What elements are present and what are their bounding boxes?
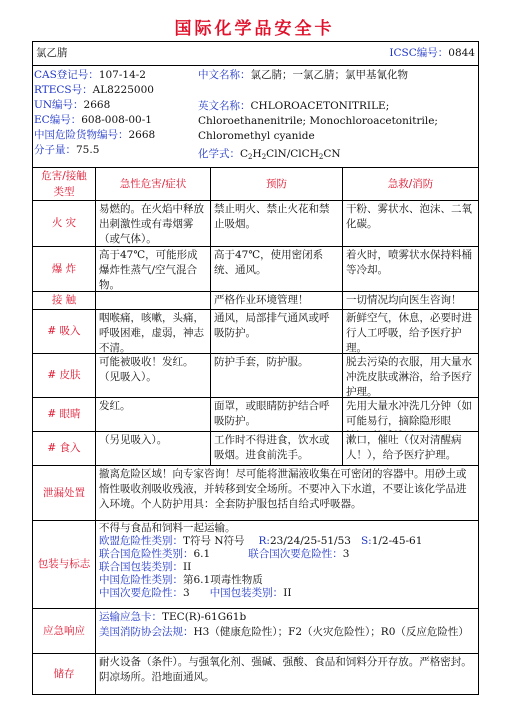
eyes-prevention: 面罩，或眼睛防护结合呼吸防护。 [214,400,330,427]
header-prevention: 预防 [266,178,287,190]
cn-pack-label: 中国包装类别： [209,587,284,599]
row-label-exposure: 接 触 [51,294,77,306]
row-label-fire: 火 灾 [51,217,77,229]
cn-danger-label: 中国危险货物编号： [34,129,129,141]
ingestion-prevention: 工作时不得进食，饮水或吸烟。进食前洗手。 [214,434,330,461]
explosion-hazard: 高于47℃，可能形成爆炸性蒸气/空气混合物。 [99,249,198,291]
divider [33,65,478,66]
eu-label: 欧盟危险性类别： [99,535,183,547]
cn-name-label: 中文名称： [198,69,251,81]
nfpa-label: 美国消防协会法规： [99,626,194,638]
inhalation-prevention: 通风，局部排气通风或呼吸防护。 [214,312,330,339]
skin-prevention: 防护手套，防护服。 [214,356,309,368]
explosion-prevention: 高于47℃，使用密闭系统、通风。 [214,249,324,276]
icsc-label: ICSC编号： [389,47,449,59]
ingestion-aid: 漱口，催吐（仅对清醒病人！），给予医疗护理。 [346,434,462,461]
card-title: 国际化学品安全卡 [174,19,335,39]
transport-card [99,610,475,625]
eyes-hazard: 发红。 [99,400,131,412]
fire-hazard: 易燃的。在火焰中释放出刺激性或有毒烟雾（或气体）。 [99,203,204,245]
cn-secondary [99,587,475,600]
formula-part: ClN/ClCH [266,148,319,160]
un-pack-label: 联合国包装类别： [99,561,183,573]
en-name-label: 英文名称： [198,100,251,112]
un-packing [99,561,475,574]
un-classification [99,548,475,561]
cas-value: 107-14-2 [98,69,146,81]
card-label: 运输应急卡： [99,611,162,623]
header-first-aid: 急救/消防 [387,178,434,190]
skin-aid: 脱去污染的衣服，用大量水冲洗皮肤或淋浴，给予医疗护理。 [346,356,472,397]
s-value: 1/2-45-61 [371,535,423,547]
molecular-weight [34,143,194,158]
row-label-explosion: 爆 炸 [51,262,77,275]
nfpa-code [99,625,475,640]
packaging-text [96,521,478,608]
formula-sub: 2 [318,153,324,161]
row-label-ingestion: # 食入 [47,442,81,454]
ec-value: 608-008-00-1 [81,114,152,126]
cas-number [34,68,194,83]
row-label-skin: # 皮肤 [47,369,81,381]
exposure-prevention: 严格作业环境管理！ [214,294,309,306]
cn-class-label: 中国危险性类别： [99,574,183,586]
un-pack-value: II [183,561,192,573]
icsc-number [315,46,475,61]
chemical-formula [198,147,478,162]
formula-part: H [252,148,262,160]
emergency-text [96,609,478,653]
un-sub-value: 3 [342,548,350,560]
inhalation-hazard: 咽喉痛，咳嗽，头痛，呼吸困难，虚弱，神志不清。 [99,312,204,353]
un-class-label: 联合国危险性类别： [99,548,194,560]
fire-prevention: 禁止明火、禁止火花和禁止吸烟。 [214,203,330,230]
cn-sub-value: 3 [183,587,190,599]
nfpa-value: H3（健康危险性）；F2（火灾危险性）；R0（反应危险性） [193,626,469,638]
un-label: UN编号： [34,99,84,111]
un-value: 2668 [83,99,111,111]
formula-sub: 2 [248,153,253,161]
en-name [198,99,478,144]
cas-label: CAS登记号： [34,69,99,81]
formula-label: 化学式： [198,148,240,160]
eu-classification [99,535,475,548]
ec-label: EC编号： [34,114,82,126]
formula-part: C [240,148,249,160]
r-value: 23/24/25-51/53 [269,535,351,547]
chemical-name: 氯乙腈 [36,47,68,59]
s-label: S: [360,535,372,547]
spill-text: 撤离危险区域！向专家咨询！尽可能将泄漏液收集在可密闭的容器中。用砂土或惰性吸收剂吸收残液，并转移到安全场所。不要冲入下水道，不要让该化学品进入环境。个人防护用具：全套防护服包括自给式呼吸器。 [99,468,467,510]
header-symptoms: 急性危害/症状 [119,178,187,190]
exposure-hazard [96,292,210,309]
storage-text: 耐火设备（条件）。与强氧化剂、强碱、强酸、食品和饲料分开存放。严格密封。阴凉场所。沿地面通风。 [99,656,472,683]
cn-classification [99,574,475,587]
cn-danger-number [34,128,194,143]
section-label-spill: 泄漏处置 [43,486,85,499]
exposure-aid: 一切情况均向医生咨询！ [346,294,462,306]
rtecs-number [34,83,194,98]
mw-label: 分子量： [34,144,76,156]
un-number [34,98,194,113]
section-label-packaging: 包装与标志 [37,558,91,570]
rtecs-value: AL8225000 [92,84,154,96]
formula-part: CN [323,148,341,160]
ingestion-hazard: （另见吸入）。 [99,434,168,446]
card-value: TEC(R)-61G61b [162,611,247,623]
packaging-line1: 不得与食品和饲料一起运输。 [99,522,236,534]
cn-pack-value: II [283,587,292,599]
row-label-eyes: # 眼睛 [47,408,81,420]
identity-codes [34,68,194,158]
cn-danger-value: 2668 [128,129,156,141]
eu-value: T符号 N符号 [183,535,245,547]
mw-value: 75.5 [76,144,100,156]
explosion-aid: 着火时，喷雾状水保持料桶等冷却。 [346,249,472,276]
safety-card [32,41,479,695]
ec-number [34,113,194,128]
en-name-value: CHLOROACETONITRILE; Chloroethanenitrile; Monochloroacetonitrile; Chloromethyl cyanide [198,100,438,142]
eyes-aid: 先用大量水冲洗几分钟（如可能易行，摘除隐形眼 [346,400,472,427]
rtecs-label: RTECS号： [34,84,93,96]
row-label-inhalation: # 吸入 [47,325,81,337]
skin-hazard: 可能被吸收！发红。（见吸入）。 [99,356,194,383]
un-class-value: 6.1 [193,548,211,560]
formula-sub: 2 [261,153,267,161]
header-hazard-type: 危害/接触类型 [41,170,87,198]
inhalation-aid: 新鲜空气，休息，必要时进行人工呼吸，给予医疗护理。 [346,312,472,353]
cn-class-value: 第6.1项毒性物质 [183,574,263,586]
section-label-emergency: 应急响应 [43,624,85,637]
fire-aid: 干粉、雾状水、泡沫、二氧化碳。 [346,203,472,230]
icsc-value: 0844 [448,47,475,59]
cn-name [198,68,478,83]
section-label-storage: 储存 [53,667,75,680]
un-sub-label: 联合国次要危险性： [248,548,343,560]
cn-sub-label: 中国次要危险性： [99,587,183,599]
cn-name-value: 氯乙腈；一氯乙腈；氯甲基氰化物 [250,69,408,81]
r-label: R: [258,535,270,547]
